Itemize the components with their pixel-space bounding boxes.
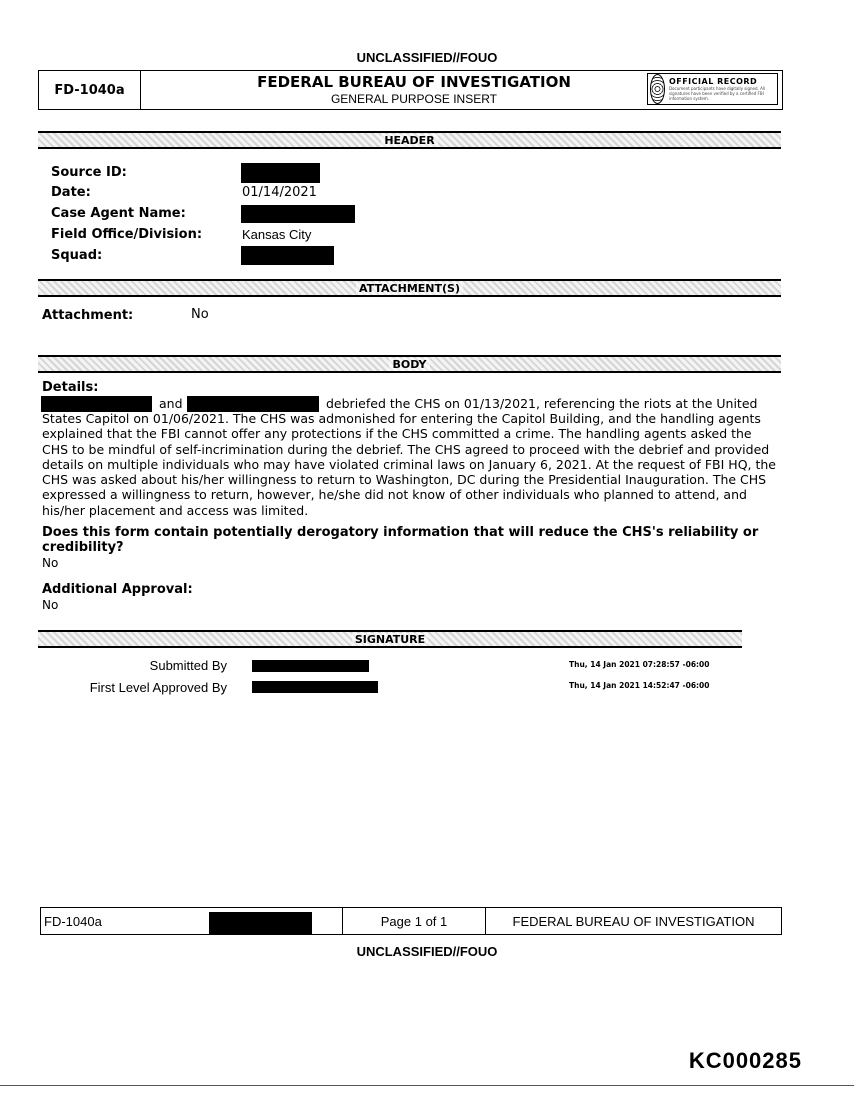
date-value: 01/14/2021 (242, 185, 317, 200)
submitted-by-label: Submitted By (149, 658, 227, 673)
footer-form-cell (41, 908, 343, 934)
section-title-body: BODY (389, 358, 429, 371)
redaction-block (252, 660, 369, 672)
redaction-block (187, 396, 319, 412)
section-bar-body (38, 355, 781, 373)
squad-label: Squad: (51, 248, 103, 263)
footer-form: FD-1040a (44, 913, 102, 929)
submitted-time: Thu, 14 Jan 2021 07:28:57 -06:00 (569, 660, 710, 669)
approval-label: Additional Approval: (42, 582, 193, 597)
form-subtitle: GENERAL PURPOSE INSERT (330, 92, 498, 106)
classification-top: UNCLASSIFIED//FOUO (356, 50, 498, 65)
details-line1: debriefed the CHS on 01/13/2021, referencing the riots at the United (326, 396, 758, 411)
attachment-value: No (191, 307, 209, 322)
seal-title: OFFICIAL RECORD (668, 77, 758, 86)
details-label: Details: (42, 380, 99, 395)
redaction-block (252, 681, 378, 693)
divider (0, 1085, 854, 1086)
approved-time: Thu, 14 Jan 2021 14:52:47 -06:00 (569, 681, 710, 690)
derog-answer: No (42, 556, 59, 570)
date-label: Date: (51, 185, 91, 200)
attachment-label: Attachment: (42, 308, 134, 323)
details-and: and (159, 396, 183, 411)
section-title-attachments: ATTACHMENT(S) (356, 282, 463, 295)
form-header-box (38, 70, 783, 110)
approved-by-label: First Level Approved By (89, 680, 227, 695)
redaction-block (41, 396, 152, 412)
redaction-block (241, 246, 334, 265)
agency-title: FEDERAL BUREAU OF INVESTIGATION (257, 73, 571, 91)
section-title-header: HEADER (381, 134, 437, 147)
footer-agency: FEDERAL BUREAU OF INVESTIGATION (512, 913, 755, 929)
redaction-block (241, 163, 320, 183)
classification-bottom: UNCLASSIFIED//FOUO (356, 944, 498, 959)
section-bar-attachments (38, 279, 781, 297)
field-office-value: Kansas City (242, 227, 312, 242)
section-bar-signature (38, 630, 742, 648)
redaction-block (209, 912, 312, 934)
approval-value: No (42, 598, 59, 612)
section-title-signature: SIGNATURE (352, 633, 428, 646)
footer-page: Page 1 of 1 (343, 908, 486, 934)
seal-text: Document participants have digitally signed. All signatures have been verified by a certified FBI information system. (668, 86, 766, 101)
bates-number: KC000285 (688, 1048, 802, 1073)
section-bar-header (38, 131, 781, 149)
form-number: FD-1040a (39, 71, 141, 109)
field-office-label: Field Office/Division: (51, 227, 203, 242)
derog-question: Does this form contain potentially derogatory information that will reduce the CHS's reliability or credibility? (42, 525, 759, 555)
fbi-seal-icon (650, 74, 665, 104)
official-record-seal (647, 73, 778, 105)
details-text: States Capitol on 01/06/2021. The CHS was admonished for entering the Capitol Building, and the handling agents explained that the FBI cannot offer any protections if the CHS committed a crime. The handling agents asked the CHS to be mindful of self-incrimination during the debrief. The CHS agreed to proceed with the debrief and provided details on multiple individuals who may have violated criminal laws on January 6, 2021. At the request of FBI HQ, the CHS was asked about his/her willingness to return to Washington, DC during the Presidential Inauguration. The CHS expressed a willingness to return, however, he/she did not know of other individuals who planned to attend, and his/her placement and access was limited. (42, 411, 776, 518)
page-footer (40, 907, 782, 935)
source-id-label: Source ID: (51, 165, 127, 180)
case-agent-label: Case Agent Name: (51, 206, 186, 221)
redaction-block (241, 205, 355, 223)
